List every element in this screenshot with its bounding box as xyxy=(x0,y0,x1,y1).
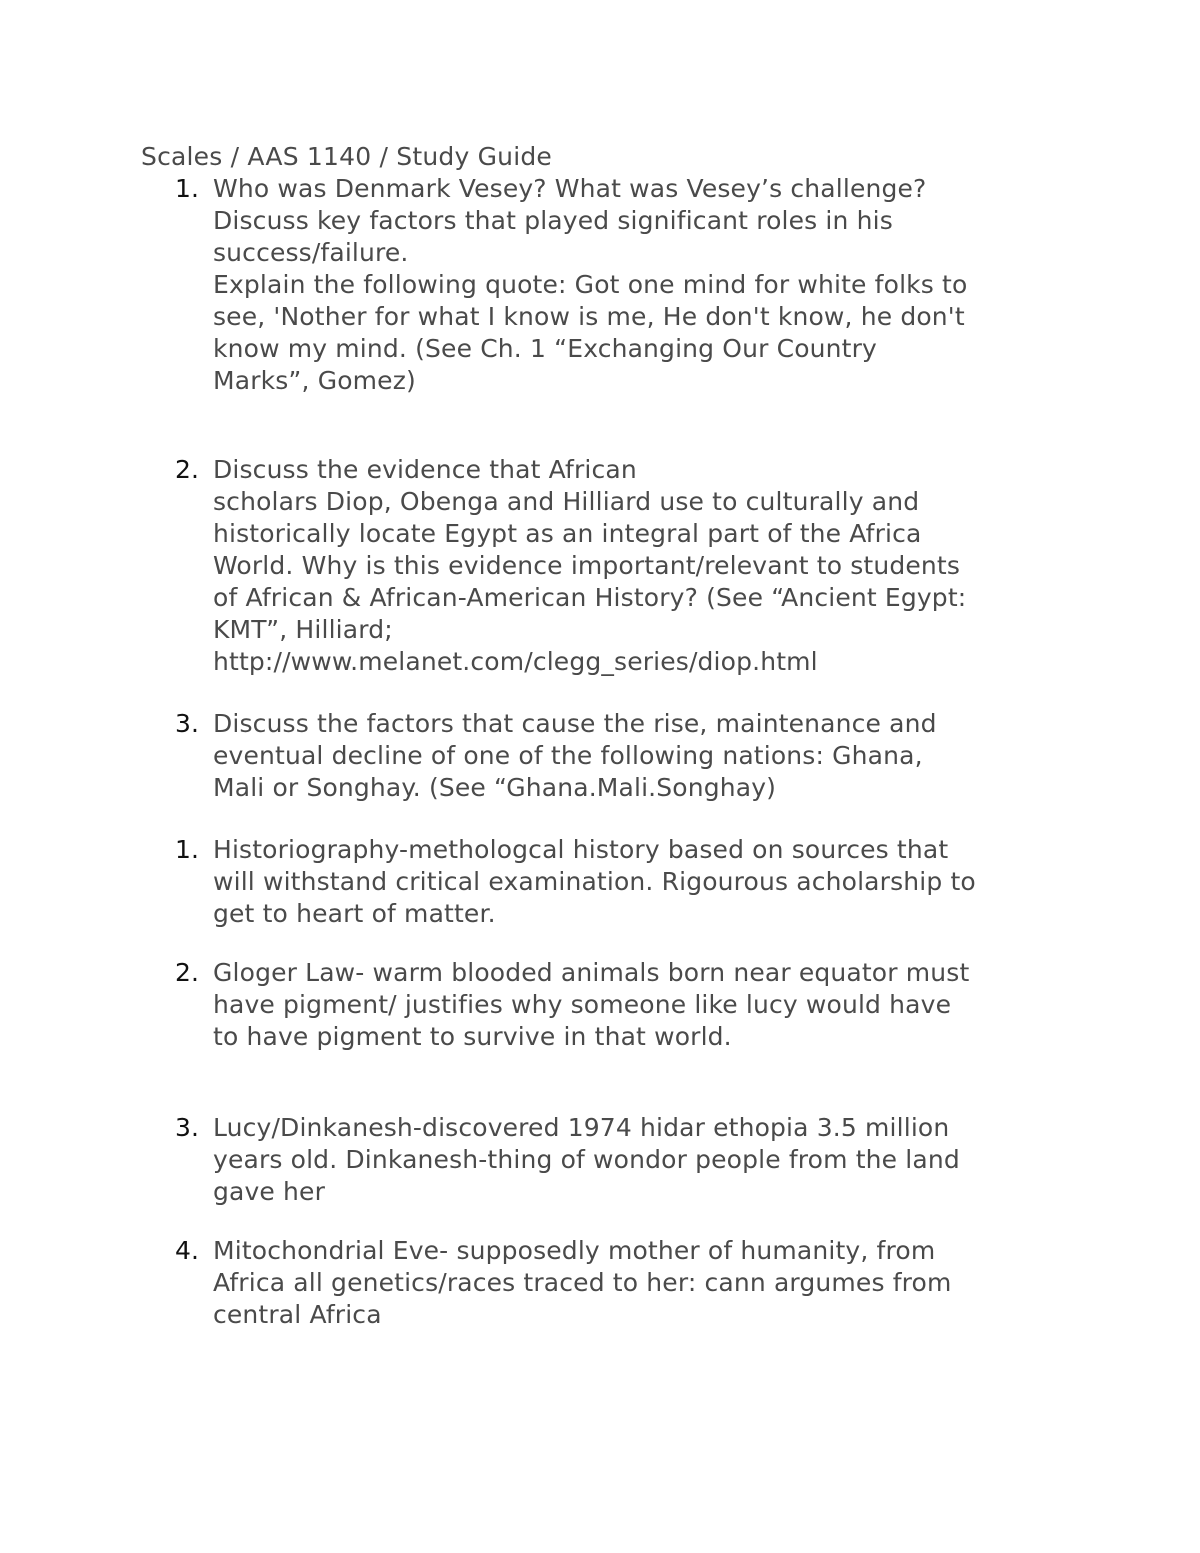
list-number: 4. xyxy=(175,1236,200,1265)
url-line[interactable]: http://www.melanet.com/clegg_series/diop.html xyxy=(213,647,818,676)
note-item-2 xyxy=(175,957,1075,1053)
text-line: central Africa xyxy=(213,1300,382,1329)
question-text xyxy=(213,173,1075,397)
text-line: Who was Denmark Vesey? What was Vesey’s challenge? xyxy=(213,174,927,203)
question-item-1 xyxy=(175,173,1075,397)
document-title: Scales / AAS 1140 / Study Guide xyxy=(141,142,552,171)
text-line: Discuss the factors that cause the rise, maintenance and xyxy=(213,709,937,738)
question-text xyxy=(213,708,1075,804)
text-line: Explain the following quote: Got one mind for white folks to xyxy=(213,270,968,299)
text-line: Mitochondrial Eve- supposedly mother of humanity, from xyxy=(213,1236,936,1265)
note-item-3 xyxy=(175,1112,1075,1208)
text-line: Discuss key factors that played significant roles in his xyxy=(213,206,893,235)
text-line: Africa all genetics/races traced to her: cann argumes from xyxy=(213,1268,952,1297)
text-line: gave her xyxy=(213,1177,326,1206)
question-item-2 xyxy=(175,454,1075,678)
note-text xyxy=(213,1112,1075,1208)
text-line: eventual decline of one of the following nations: Ghana, xyxy=(213,741,923,770)
note-item-4 xyxy=(175,1235,1075,1331)
list-number: 1. xyxy=(175,174,200,203)
list-number: 3. xyxy=(175,1113,200,1142)
question-item-3 xyxy=(175,708,1075,804)
text-line: historically locate Egypt as an integral part of the Africa xyxy=(213,519,922,548)
text-line: Marks”, Gomez) xyxy=(213,366,416,395)
text-line: to have pigment to survive in that world. xyxy=(213,1022,732,1051)
list-number: 1. xyxy=(175,835,200,864)
text-line: years old. Dinkanesh-thing of wondor people from the land xyxy=(213,1145,960,1174)
text-line: get to heart of matter. xyxy=(213,899,496,928)
text-line: Discuss the evidence that African xyxy=(213,455,637,484)
note-text xyxy=(213,1235,1075,1331)
text-line: Gloger Law- warm blooded animals born near equator must xyxy=(213,958,970,987)
text-line: of African & African-American History? (See “Ancient Egypt: xyxy=(213,583,967,612)
note-text xyxy=(213,834,1075,930)
text-line: Lucy/Dinkanesh-discovered 1974 hidar ethopia 3.5 million xyxy=(213,1113,950,1142)
note-item-1 xyxy=(175,834,1075,930)
question-text xyxy=(213,454,1075,678)
text-line: have pigment/ justifies why someone like lucy would have xyxy=(213,990,952,1019)
text-line: Historiography-methologcal history based on sources that xyxy=(213,835,949,864)
text-line: KMT”, Hilliard; xyxy=(213,615,393,644)
list-number: 3. xyxy=(175,709,200,738)
text-line: Mali or Songhay. (See “Ghana.Mali.Songhay) xyxy=(213,773,777,802)
text-line: scholars Diop, Obenga and Hilliard use to culturally and xyxy=(213,487,920,516)
text-line: World. Why is this evidence important/relevant to students xyxy=(213,551,961,580)
text-line: will withstand critical examination. Rigourous acholarship to xyxy=(213,867,976,896)
list-number: 2. xyxy=(175,958,200,987)
note-text xyxy=(213,957,1075,1053)
text-line: see, 'Nother for what I know is me, He don't know, he don't xyxy=(213,302,965,331)
text-line: know my mind. (See Ch. 1 “Exchanging Our Country xyxy=(213,334,877,363)
text-line: success/failure. xyxy=(213,238,409,267)
list-number: 2. xyxy=(175,455,200,484)
